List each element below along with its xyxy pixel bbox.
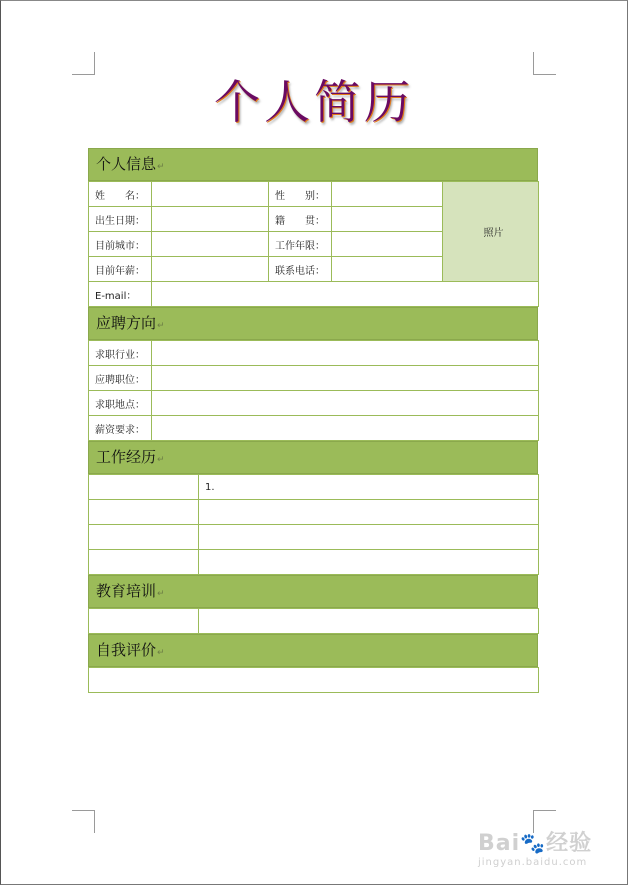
city-field[interactable]: [152, 232, 269, 257]
section-title: 个人信息: [96, 155, 157, 173]
gender-label: 性 别：: [269, 182, 332, 207]
paragraph-mark: ↵: [157, 455, 165, 465]
section-header-personal[interactable]: [88, 148, 538, 181]
name-label: 姓 名：: [89, 182, 152, 207]
work-period-cell[interactable]: [89, 525, 199, 550]
work-detail-cell[interactable]: [199, 550, 539, 575]
job-intent-table: [88, 340, 539, 441]
city-label: 目前城市：: [89, 232, 152, 257]
section-header-work[interactable]: [88, 441, 538, 474]
phone-label: 联系电话：: [269, 257, 332, 282]
resume-title[interactable]: 个人简历: [214, 75, 414, 129]
watermark-brand-suffix: 经验: [546, 831, 593, 856]
email-field[interactable]: [152, 282, 539, 307]
salary-field[interactable]: [152, 257, 269, 282]
baidu-jingyan-watermark: [478, 826, 608, 876]
salary-req-label: 薪资要求：: [89, 416, 152, 441]
phone-field[interactable]: [332, 257, 443, 282]
work-detail-cell[interactable]: [199, 525, 539, 550]
origin-field[interactable]: [332, 207, 443, 232]
paragraph-mark: ↵: [157, 321, 165, 331]
watermark-brand: Bai: [478, 831, 521, 856]
paragraph-mark: ↵: [157, 162, 165, 172]
photo-cell[interactable]: [443, 182, 539, 282]
crop-mark-bottom-left: [72, 810, 95, 833]
location-label: 求职地点：: [89, 391, 152, 416]
work-period-cell[interactable]: [89, 475, 199, 500]
email-label: E-mail：: [89, 282, 152, 307]
dob-field[interactable]: [152, 207, 269, 232]
section-header-education[interactable]: [88, 575, 538, 608]
dob-label: 出生日期：: [89, 207, 152, 232]
work-period-cell[interactable]: [89, 500, 199, 525]
watermark-url: jingyan.baidu.com: [478, 857, 588, 868]
origin-label: 籍 贯：: [269, 207, 332, 232]
education-detail-cell[interactable]: [199, 609, 539, 634]
paragraph-mark: ↵: [157, 648, 165, 658]
work-detail-cell[interactable]: 1.: [199, 475, 539, 500]
section-title: 应聘方向: [96, 314, 157, 332]
section-title: 工作经历: [96, 448, 157, 466]
industry-field[interactable]: [152, 341, 539, 366]
work-experience-table: [88, 474, 539, 575]
section-title: 教育培训: [96, 582, 157, 600]
gender-field[interactable]: [332, 182, 443, 207]
education-period-cell[interactable]: [89, 609, 199, 634]
industry-label: 求职行业：: [89, 341, 152, 366]
work-detail-cell[interactable]: [199, 500, 539, 525]
years-label: 工作年限：: [269, 232, 332, 257]
paw-icon: 🐾: [520, 831, 547, 855]
photo-label: 照片: [483, 228, 504, 239]
resume-table: [88, 148, 538, 693]
position-field[interactable]: [152, 366, 539, 391]
section-title: 自我评价: [96, 641, 157, 659]
work-period-cell[interactable]: [89, 550, 199, 575]
self-evaluation-table: [88, 667, 539, 693]
section-header-self[interactable]: [88, 634, 538, 667]
education-table: [88, 608, 539, 634]
position-label: 应聘职位：: [89, 366, 152, 391]
salary-req-field[interactable]: [152, 416, 539, 441]
section-header-intent[interactable]: [88, 307, 538, 340]
self-evaluation-field[interactable]: [89, 668, 539, 693]
salary-label: 目前年薪：: [89, 257, 152, 282]
location-field[interactable]: [152, 391, 539, 416]
name-field[interactable]: [152, 182, 269, 207]
paragraph-mark: ↵: [157, 589, 165, 599]
years-field[interactable]: [332, 232, 443, 257]
personal-info-table: [88, 181, 539, 307]
